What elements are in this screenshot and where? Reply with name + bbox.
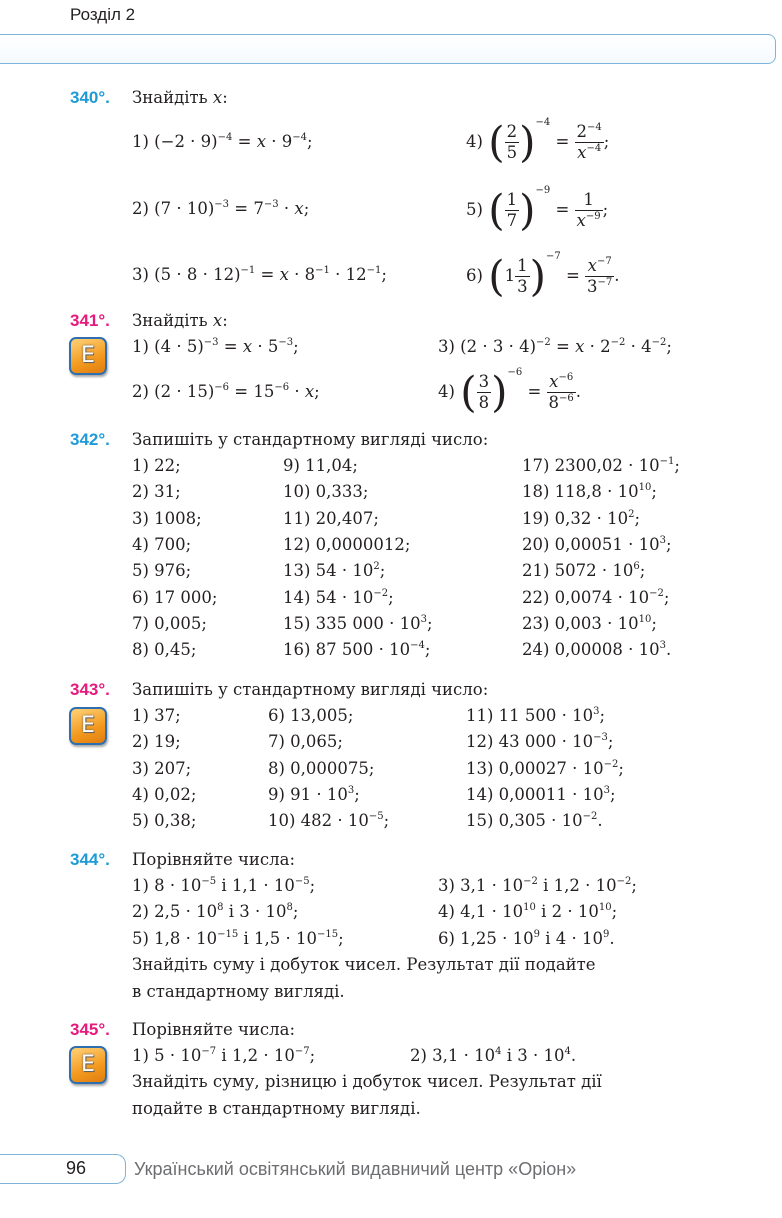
section-header [0, 34, 776, 64]
task-number: 345°. [70, 1020, 110, 1039]
list-item: 7) 0,005; [132, 614, 207, 633]
e-badge-icon: Е [69, 1046, 107, 1084]
list-item: 1) 37; [132, 706, 181, 725]
list-item: 2) $2,5 \cdot 10^8$ і $3 \cdot 10^8$; [132, 902, 299, 921]
list-item: 2) $3,1 \cdot 10^4$ і $3 \cdot 10^4$. [410, 1046, 577, 1065]
list-item: 13) $0,00027 \cdot 10^{-2}$; [466, 759, 624, 778]
task-prompt: Порівняйте числа: [132, 850, 296, 869]
list-item: 15) 335 $000 \cdot 10^3$; [283, 614, 433, 633]
list-item: 20) $0,00051 \cdot 10^3$; [522, 535, 672, 554]
list-item: 11) 20,407; [283, 509, 379, 528]
page-number: 96 [66, 1158, 87, 1178]
task-prompt: Запишіть у стандартному вигляді число: [132, 680, 489, 699]
list-item: 6) 13,005; [268, 706, 354, 725]
task-note: подайте в стандартному вигляді. [132, 1099, 421, 1118]
list-item: 5) 0,38; [132, 811, 197, 830]
list-item: 1) $8 \cdot 10^{-5}$ і $1,1 \cdot 10^{-5}$; [132, 876, 316, 895]
equation-341-2: 2) $(2 \cdot 15)^{-6} = 15^{-6} \cdot x$; [132, 382, 320, 401]
e-badge-icon: Е [69, 707, 107, 745]
list-item: 6) $1,25 \cdot 10^9$ і $4 \cdot 10^9$. [438, 929, 615, 948]
list-item: 5) $1,8 \cdot 10^{-15}$ і $1,5 \cdot 10^{-15}$; [132, 929, 344, 948]
page-number-box [0, 1154, 126, 1184]
list-item: 2) 31; [132, 482, 181, 501]
equation-340-6: 6) (1 $\frac{1}{3}$ )$^{-7}$ = $\frac{x^{-7}}{3^{-7}}$ . [466, 251, 620, 301]
list-item: 10) $482 \cdot 10^{-5}$; [268, 811, 390, 830]
list-item: 7) 0,065; [268, 732, 343, 751]
list-item: 3) 207; [132, 759, 192, 778]
list-item: 2) 19; [132, 732, 181, 751]
task-prompt: Знайдіть x: [132, 88, 228, 107]
list-item: 22) $0,0074 \cdot 10^{-2}$; [522, 588, 670, 607]
list-item: 14) $54 \cdot 10^{-2}$; [283, 588, 394, 607]
equation-340-3: 3) $(5 \cdot 8 \cdot 12)^{-1} = x \cdot 8^{-1} \cdot 12^{-1}$; [132, 265, 387, 284]
equation-341-1: 1) $(4 \cdot 5)^{-3} = x \cdot 5^{-3}$; [132, 337, 299, 356]
list-item: 18) $118,8 \cdot 10^{10}$; [522, 482, 657, 501]
equation-340-4: 4) ( $\frac{2}{5}$ )$^{-4}$ = $\frac{2^{-4}}{x^{-4}}$ ; [466, 117, 610, 167]
list-item: 12) 43 $000 \cdot 10^{-3}$; [466, 732, 614, 751]
list-item: 14) $0,00011 \cdot 10^3$; [466, 785, 616, 804]
list-item: 13) $54 \cdot 10^2$; [283, 561, 386, 580]
list-item: 4) 0,02; [132, 785, 197, 804]
list-item: 16) 87 $500 \cdot 10^{-4}$; [283, 640, 431, 659]
equation-340-1: 1) $(-2 \cdot 9)^{-4} = x \cdot 9^{-4}$; [132, 132, 313, 151]
equation-340-2: 2) $(7 \cdot 10)^{-3} = 7^{-3} \cdot x$; [132, 199, 310, 218]
list-item: 8) 0,45; [132, 640, 197, 659]
list-item: 21) $5072 \cdot 10^6$; [522, 561, 646, 580]
e-badge-icon: Е [69, 337, 107, 375]
list-item: 9) $91 \cdot 10^3$; [268, 785, 360, 804]
task-note: в стандартному вигляді. [132, 982, 345, 1001]
list-item: 6) 17 000; [132, 588, 218, 607]
task-prompt: Порівняйте числа: [132, 1020, 296, 1039]
list-item: 19) $0,32 \cdot 10^2$; [522, 509, 641, 528]
task-number: 344°. [70, 850, 110, 869]
list-item: 17) $2300,02 \cdot 10^{-1}$; [522, 456, 680, 475]
list-item: 24) $0,00008 \cdot 10^3$. [522, 640, 672, 659]
task-note: Знайдіть суму, різницю і добуток чисел. Результат дії [132, 1072, 602, 1091]
task-number: 340°. [70, 88, 110, 107]
list-item: 1) $5 \cdot 10^{-7}$ і $1,2 \cdot 10^{-7}$; [132, 1046, 316, 1065]
task-note: Знайдіть суму і добуток чисел. Результат дії подайте [132, 955, 596, 974]
list-item: 1) 22; [132, 456, 181, 475]
list-item: 3) $3,1 \cdot 10^{-2}$ і $1,2 \cdot 10^{-2}$; [438, 876, 637, 895]
task-prompt: Знайдіть x: [132, 311, 228, 330]
equation-340-5: 5) ( $\frac{1}{7}$ )$^{-9}$ = $\frac{1}{x^{-9}}$ ; [466, 185, 609, 235]
list-item: 8) 0,000075; [268, 759, 375, 778]
task-number: 341°. [70, 311, 110, 330]
equation-341-4: 4) ( $\frac{3}{8}$ )$^{-6}$ = $\frac{x^{-6}}{8^{-6}}$ . [438, 367, 582, 417]
list-item: 11) 11 $500 \cdot 10^3$; [466, 706, 606, 725]
task-number: 342°. [70, 430, 110, 449]
section-title: Розділ 2 [70, 5, 136, 24]
publisher-line: Український освітянський видавничий центр «Оріон» [134, 1159, 577, 1179]
list-item: 12) 0,0000012; [283, 535, 411, 554]
list-item: 10) 0,333; [283, 482, 369, 501]
list-item: 15) $0,305 \cdot 10^{-2}$. [466, 811, 603, 830]
list-item: 23) $0,003 \cdot 10^{10}$; [522, 614, 657, 633]
equation-341-3: 3) $(2 \cdot 3 \cdot 4)^{-2} = x \cdot 2^{-2} \cdot 4^{-2}$; [438, 337, 672, 356]
task-number: 343°. [70, 680, 110, 699]
task-prompt: Запишіть у стандартному вигляді число: [132, 430, 489, 449]
list-item: 3) 1008; [132, 509, 202, 528]
list-item: 9) 11,04; [283, 456, 358, 475]
list-item: 4) 700; [132, 535, 192, 554]
list-item: 4) $4,1 \cdot 10^{10}$ і $2 \cdot 10^{10}$; [438, 902, 618, 921]
list-item: 5) 976; [132, 561, 192, 580]
